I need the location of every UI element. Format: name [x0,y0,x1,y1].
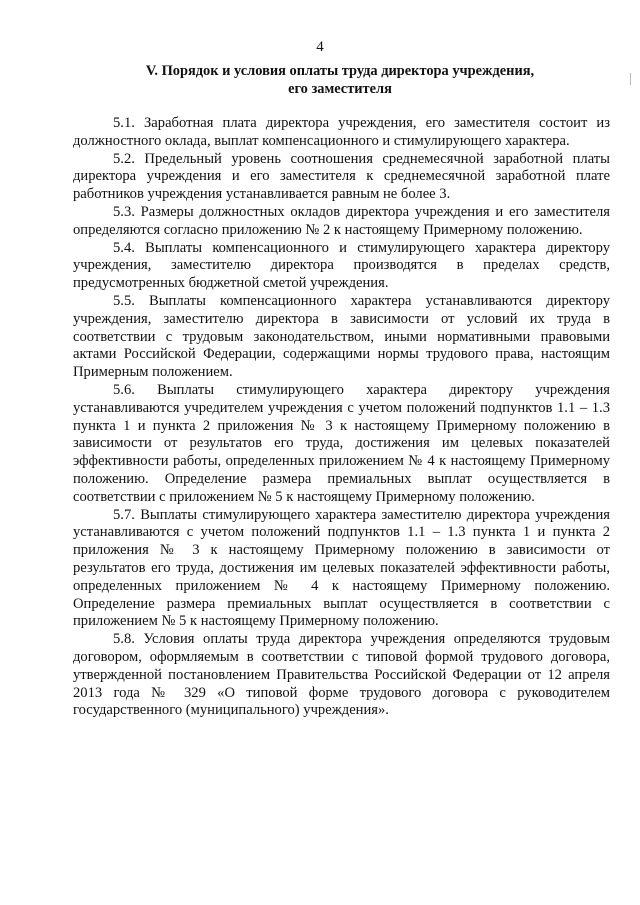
document-body [73,115,610,720]
page-number: 4 [316,39,324,55]
paragraph-5-5: 5.5. Выплаты компенсационного характера устанавливаются директору учреждения, заместителю директора в зависимости от условий их труда в соответствии с трудовым законодательством, иными нормативными правовыми актами Российской Федерации, содержащими нормы трудового права, настоящим Примерным положением. [73,292,610,381]
section-heading-line-2: его заместителя [288,81,392,97]
paragraph-5-7: 5.7. Выплаты стимулирующего характера заместителю директора учреждения устанавливаются с учетом положений подпунктов 1.1 – 1.3 пункта 1 и пункта 2 приложения № 3 к настоящему Примерному положению в зависимости от результатов его труда, достижения им целевых показателей эффективности работы, определенных приложением № 4 к настоящему Примерному положению. Определение размера премиальных выплат осуществляется в соответствии с приложением № 5 к настоящему Примерному положению. [73,506,610,630]
paragraph-5-6: 5.6. Выплаты стимулирующего характера директору учреждения устанавливаются учредителем учреждения с учетом положений подпунктов 1.1 – 1.3 пункта 1 и пункта 2 приложения № 3 к настоящему Примерному положению в зависимости от результатов его труда, достижения им целевых показателей эффективности работы, определенных приложением № 4 к настоящему Примерному положению. Определение размера премиальных выплат осуществляется в соответствии с приложением № 5 к настоящему Примерному положению. [73,381,610,505]
section-heading-line-1: V. Порядок и условия оплаты труда директора учреждения, [145,63,535,79]
section-heading [70,62,610,98]
paragraph-5-2: 5.2. Предельный уровень соотношения среднемесячной заработной платы директора учреждения и его заместителя к среднемесячной заработной плате работников учреждения устанавливается равным не более 3. [73,150,610,203]
paragraph-5-8: 5.8. Условия оплаты труда директора учреждения определяются трудовым договором, оформляемым в соответствии с типовой формой трудового договора, утвержденной постановлением Правительства Российской Федерации от 12 апреля 2013 года № 329 «О типовой форме трудового договора с руководителем государственного (муниципального) учреждения». [73,631,610,719]
paragraph-5-1: 5.1. Заработная плата директора учреждения, его заместителя состоит из должностного оклада, выплат компенсационного и стимулирующего характера. [73,115,610,149]
margin-mark [630,73,631,85]
paragraph-5-4: 5.4. Выплаты компенсационного и стимулирующего характера директору учреждения, заместителю директора производятся в пределах средств, предусмотренных бюджетной сметой учреждения. [73,239,610,292]
paragraph-5-3: 5.3. Размеры должностных окладов директора учреждения и его заместителя определяются согласно приложению № 2 к настоящему Примерному положению. [73,203,610,238]
